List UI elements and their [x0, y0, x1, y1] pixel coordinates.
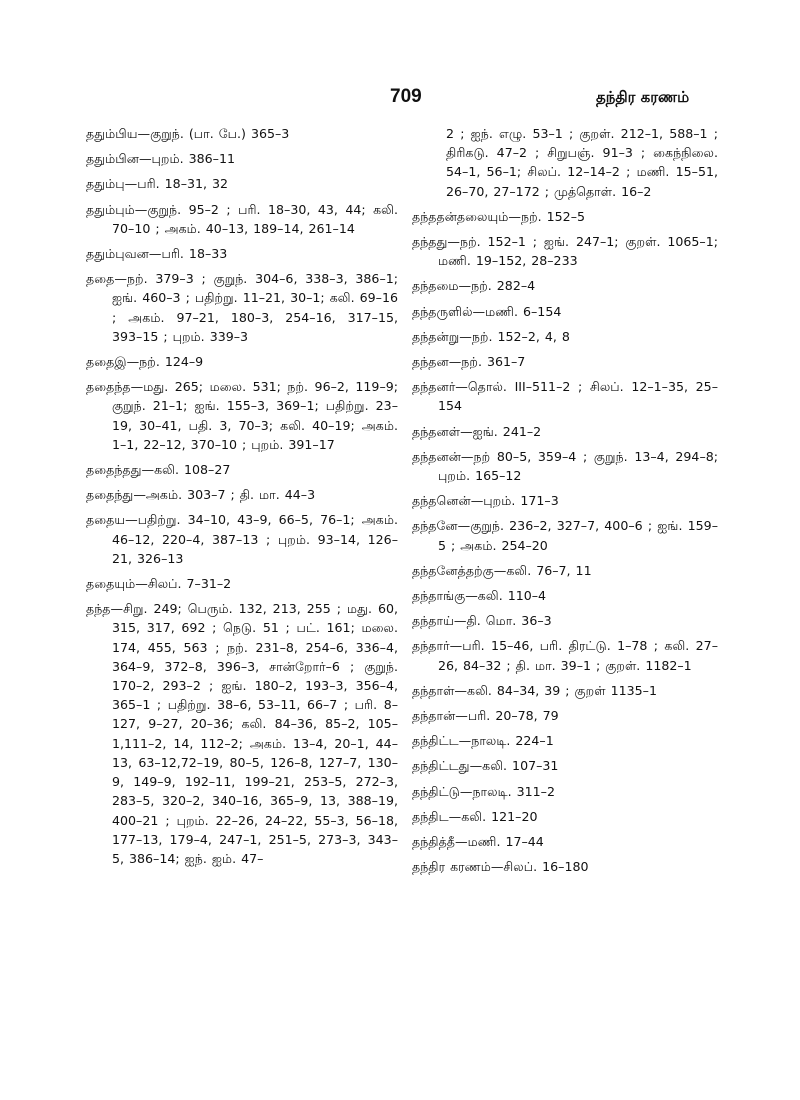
index-entry: தந்தருளில்—மணி. 6–154: [412, 303, 562, 319]
left-column: [86, 124, 398, 874]
index-entry: ததையும்—சிலப். 7–31–2: [86, 576, 232, 592]
index-entry: தந்தன்று—நற். 152–2, 4, 8: [412, 328, 570, 344]
index-entry: ததும்புவன—பரி. 18–33: [86, 246, 228, 262]
index-entry: தந்தாங்கு—கலி. 110–4: [412, 588, 547, 604]
index-entry: தந்தனென்—புறம். 171–3: [412, 493, 559, 509]
index-entry: தந்தனன்—நற் 80–5, 359–4 ; குறுந். 13–4, 294–8; புறம். 165–12: [412, 448, 718, 484]
index-entry: தந்தனர்—தொல். III–511–2 ; சிலப். 12–1–35, 25–154: [412, 379, 718, 414]
index-entry: ததும்பு—பரி. 18–31, 32: [86, 176, 229, 192]
index-entry: ததைந்து—அகம். 303–7 ; தி. மா. 44–3: [86, 487, 316, 503]
index-entry: தந்திட்டு—நாலடி. 311–2: [412, 783, 555, 799]
index-entry: தந்த—சிறு. 249; பெரும். 132, 213, 255 ; மது. 60, 315, 317, 692 ; நெடு. 51 ; பட். 161; மலை. 174, 455, 563 ; நற். 231–8, 254–6, 336–4, 364–9, 372–8, 396–3, சான்றோர்–6 ; குறுந். 170–2, 293–2 ; ஐங். 180–2, 193–3, 356–4, 365–1 ; பதிற்று. 38–6, 53–11, 66–7 ; பரி. 8–127, 9–27, 20–36; கலி. 84–36, 85–2, 105–1,111–2, 14, 112–2; அகம். 13–4, 20–1, 44–13, 63–12,72–19, 80–5, 126–8, 127–7, 130–9, 149–9, 192–11, 199–21, 253–5, 272–3, 283–5, 320–2, 340–16, 365–9, 13, 388–19, 400–21 ; புறம். 22–26, 24–22, 55–3, 56–18, 177–13, 179–4, 247–1, 251–5, 273–3, 343–5, 386–14; ஐந். ஐம். 47–: [86, 601, 398, 866]
index-entry: தந்தாய்—தி. மொ. 36–3: [412, 613, 552, 629]
index-entry: தந்தது—நற். 152–1 ; ஐங். 247–1; குறள். 1065–1; மணி. 19–152, 28–233: [412, 234, 718, 269]
index-entry: தந்தனேத்தற்கு—கலி. 76–7, 11: [412, 562, 592, 578]
index-entry: தந்ததன்தலையும்—நற். 152–5: [412, 208, 586, 224]
index-entry: தந்திட்டது—கலி. 107–31: [412, 758, 559, 774]
index-entry: தந்திட்ட—நாலடி. 224–1: [412, 733, 554, 749]
index-entry: ததைந்தது—கலி. 108–27: [86, 462, 231, 478]
index-entry: தந்தார்—பரி. 15–46, பரி. திரட்டு. 1–78 ; கலி. 27–26, 84–32 ; தி. மா. 39–1 ; குறள். 1182–1: [412, 638, 718, 673]
index-entry: தந்திட—கலி. 121–20: [412, 808, 538, 824]
index-entry: தந்தான்—பரி. 20–78, 79: [412, 708, 559, 724]
index-entry: ததைஇ—நற். 124–9: [86, 354, 204, 370]
right-column: [412, 124, 718, 883]
index-entry: ததும்பின—புறம். 386–11: [86, 151, 235, 167]
page-number: 709: [390, 86, 422, 107]
index-entry: தந்திர கரணம்—சிலப். 16–180: [412, 859, 589, 875]
index-entry: ததைந்த—மது. 265; மலை. 531; நற். 96–2, 119–9; குறுந். 21–1; ஐங். 155–3, 369–1; பதிற்று. 23–19, 30–41, பதி. 3, 70–3; கலி. 40–19; அகம். 1–1, 22–12, 370–10 ; புறம். 391–17: [86, 379, 398, 452]
running-head: தந்திர கரணம்: [596, 88, 690, 106]
index-entry: ததைய—பதிற்று. 34–10, 43–9, 66–5, 76–1; அகம். 46–12, 220–4, 387–13 ; புறம். 93–14, 126–21, 326–13: [86, 512, 398, 566]
index-entry: ததை—நற். 379–3 ; குறுந். 304–6, 338–3, 386–1; ஐங். 460–3 ; பதிற்று. 11–21, 30–1; கலி. 69–16 ; அகம். 97–21, 180–3, 254–16, 317–15, 393–15 ; புறம். 339–3: [86, 271, 398, 344]
index-entry: தந்தனே—குறுந். 236–2, 327–7, 400–6 ; ஐங். 159–5 ; அகம். 254–20: [412, 518, 718, 553]
index-entry: ததும்பும்—குறுந். 95–2 ; பரி. 18–30, 43, 44; கலி. 70–10 ; அகம். 40–13, 189–14, 261–14: [86, 201, 398, 236]
index-entry: தந்தனள்—ஐங். 241–2: [412, 423, 542, 439]
index-entry: தந்தித்தீ—மணி. 17–44: [412, 834, 544, 850]
index-entry-continuation: 2 ; ஐந். எழு. 53–1 ; குறள். 212–1, 588–1 ; திரிகடு. 47–2 ; சிறுபஞ். 91–3 ; கைந்நிலை. 54–1, 56–1; சிலப். 12–14–2 ; மணி. 15–51, 26–70, 27–172 ; முத்தொள். 16–2: [446, 126, 718, 199]
index-entry: தந்தமை—நற். 282–4: [412, 278, 536, 294]
index-entry: ததும்பிய—குறுந். (பா. பே.) 365–3: [86, 126, 290, 141]
index-entry: தந்தன—நற். 361–7: [412, 354, 526, 370]
index-entry: தந்தாள்—கலி. 84–34, 39 ; குறள் 1135–1: [412, 682, 657, 698]
